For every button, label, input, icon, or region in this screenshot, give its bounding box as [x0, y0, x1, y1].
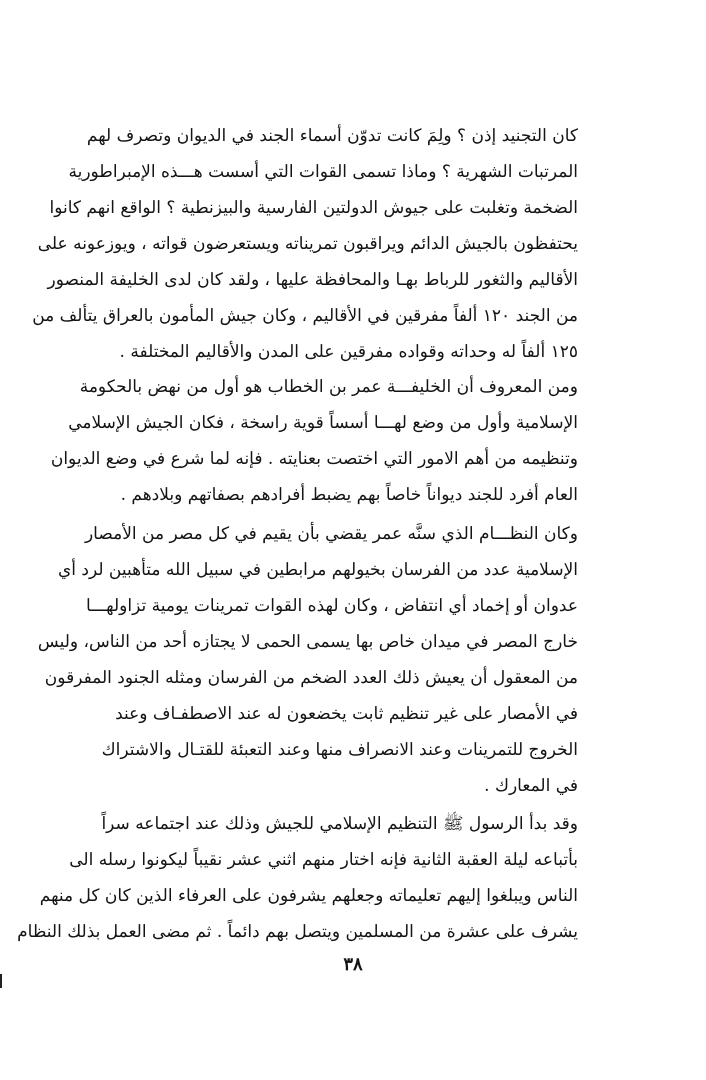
text-line: من المعقول أن يعيش ذلك العدد الضخم من الفرسان ومثله الجنود المفرقون [44, 668, 578, 688]
paragraph-4 [17, 806, 578, 950]
text-line: وكان النظـــام الذي سنَّه عمر يقضي بأن يقيم في كل مصر من الأمصار [84, 524, 578, 544]
paragraph-2 [50, 369, 578, 513]
text-line: الأقاليم والثغور للرباط بهـا والمحافظة عليها ، ولقد كان لدى الخليفة المنصور [47, 270, 578, 290]
text-line: الناس ويبلغوا إليهم تعليماته وجعلهم يشرفون على العرفاء الذين كان كل منهم [39, 886, 578, 906]
text-line: الضخمة وتغلبت على جيوش الدولتين الفارسية والبيزنطية ؟ الواقع انهم كانوا [49, 198, 578, 218]
text-line: الخروج للتمرينات وعند الانصراف منها وعند التعبئة للقتـال والاشتراك [101, 740, 578, 760]
text-line: في الأمصار على غير تنظيم ثابت يخضعون له عند الاصطفـاف وعند [115, 704, 578, 724]
text-line: خارج المصر في ميدان خاص بها يسمى الحمى لا يجتازه أحد من الناس، وليس [37, 632, 578, 652]
text-line: وتنظيمه من أهم الامور التي اختصت بعنايته . فإنه لما شرع في وضع الديوان [50, 449, 578, 469]
text-line: عدوان أو إخماد أي انتفاض ، وكان لهذه القوات تمرينات يومية تزاولهـــا [86, 596, 578, 616]
text-line: يحتفظون بالجيش الدائم ويراقبون تمريناته ويستعرضون قواته ، ويوزعونه على [37, 234, 578, 254]
text-line: في المعارك . [484, 776, 578, 796]
page-number: ٣٨ [343, 954, 363, 975]
text-line: العام أفرد للجند ديواناً خاصاً بهم يضبط أفرادهم بصفاتهم وبلادهم . [120, 485, 578, 505]
text-line: الإسلامية وأول من وضع لهـــا أسساً قوية راسخة ، فكان الجيش الإسلامي [68, 413, 578, 433]
scan-edge-mark [0, 974, 2, 988]
paragraph-3 [37, 516, 578, 804]
paragraph-1 [32, 118, 578, 370]
text-line: كان التجنيد إذن ؟ ولِمَ كانت تدوّن أسماء الجند في الديوان وتصرف لهم [86, 126, 578, 146]
text-line: وقد بدأ الرسول ﷺ التنظيم الإسلامي للجيش وذلك عند اجتماعه سراً [101, 814, 578, 834]
text-line: الإسلامية عدد من الفرسان بخيولهم مرابطين في سبيل الله متأهبين لرد أي [57, 560, 578, 580]
text-line: من الجند ١٢٠ ألفاً مفرقين في الأقاليم ، وكان جيش المأمون بالعراق يتألف من [32, 306, 578, 326]
text-line: يشرف على عشرة من المسلمين ويتصل بهم دائماً . ثم مضى العمل بذلك النظام [17, 922, 578, 942]
text-line: ومن المعروف أن الخليفـــة عمر بن الخطاب هو أول من نهض بالحكومة [79, 377, 578, 397]
text-line: ١٢٥ ألفاً له وحداته وقواده مفرقين على المدن والأقاليم المختلفة . [119, 342, 578, 362]
text-line: المرتبات الشهرية ؟ وماذا تسمى القوات التي أسست هـــذه الإمبراطورية [68, 162, 578, 182]
text-line: بأتباعه ليلة العقبة الثانية فإنه اختار منهم اثني عشر نقيباً ليكونوا رسله الى [69, 850, 578, 870]
